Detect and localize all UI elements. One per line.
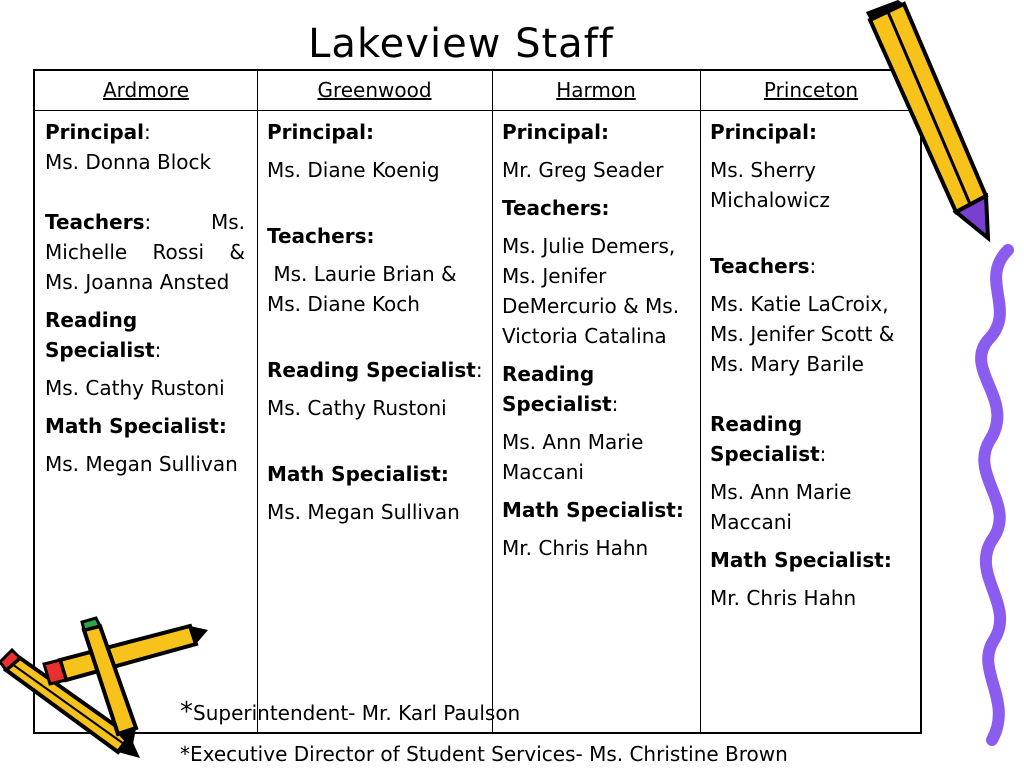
page-title: Lakeview Staff bbox=[308, 21, 614, 67]
math-specialist-label: Math Specialist: bbox=[267, 462, 449, 486]
school-header-greenwood: Greenwood bbox=[317, 78, 432, 102]
cell-greenwood bbox=[267, 117, 485, 527]
reading-specialist-name: Ms. Cathy Rustoni bbox=[45, 376, 225, 400]
column-divider bbox=[700, 71, 701, 732]
math-specialist-name: Ms. Megan Sullivan bbox=[45, 452, 238, 476]
pencil-shaft bbox=[60, 626, 196, 680]
column-divider bbox=[492, 71, 493, 732]
math-specialist-label: Math Specialist: bbox=[710, 548, 892, 572]
school-header-ardmore: Ardmore bbox=[102, 78, 190, 102]
reading-specialist-name: Ms. Cathy Rustoni bbox=[267, 396, 447, 420]
teachers-names: Ms. Julie Demers, Ms. Jenifer DeMercurio & Ms. Victoria Catalina bbox=[502, 234, 680, 348]
column-divider bbox=[257, 71, 258, 732]
math-specialist-label: Math Specialist: bbox=[502, 498, 684, 522]
reading-specialist-label: Reading Specialist: bbox=[710, 412, 827, 466]
principal-label: Principal: bbox=[267, 120, 374, 144]
superintendent-note: *Superintendent- Mr. Karl Paulson bbox=[180, 697, 521, 727]
pencil-stripe bbox=[888, 12, 970, 204]
math-specialist-name: Ms. Megan Sullivan bbox=[267, 500, 460, 524]
reading-specialist-label: Reading Specialist: bbox=[45, 308, 162, 362]
cell-ardmore bbox=[45, 117, 245, 479]
teachers-entry: Teachers: Ms. Michelle Rossi & Ms. Joanna Ansted bbox=[45, 210, 245, 294]
executive-director-note: *Executive Director of Student Services- Ms. Christine Brown bbox=[180, 742, 788, 766]
reading-specialist-label: Reading Specialist: bbox=[502, 362, 619, 416]
reading-specialist-name: Ms. Ann Marie Maccani bbox=[502, 430, 644, 484]
reading-specialist-label: Reading Specialist: bbox=[267, 358, 483, 382]
principal-name: Ms. Diane Koenig bbox=[267, 158, 440, 182]
principal-label: Principal: bbox=[502, 120, 609, 144]
crossed-pencils-icon bbox=[0, 618, 210, 768]
squiggle-line bbox=[981, 250, 1008, 740]
pencil-icon-body bbox=[866, 0, 988, 238]
school-header-princeton: Princeton bbox=[763, 78, 859, 102]
teachers-names: Ms. Katie LaCroix, Ms. Jenifer Scott & Ms. Mary Barile bbox=[710, 292, 895, 376]
pencil-right bbox=[44, 626, 208, 684]
principal-label: Principal: bbox=[45, 120, 151, 144]
teachers-label: Teachers: bbox=[267, 224, 375, 248]
squiggle-icon bbox=[968, 240, 1024, 750]
cell-harmon bbox=[502, 117, 692, 563]
principal-name: Ms. Donna Block bbox=[45, 150, 212, 174]
reading-specialist-name: Ms. Ann Marie Maccani bbox=[710, 480, 852, 534]
school-header-harmon: Harmon bbox=[556, 78, 636, 102]
teachers-names: Ms. Laurie Brian & Ms. Diane Koch bbox=[267, 262, 457, 316]
pencil-eraser bbox=[82, 618, 100, 630]
math-specialist-name: Mr. Chris Hahn bbox=[710, 586, 857, 610]
teachers-label: Teachers: bbox=[710, 254, 817, 278]
principal-name: Ms. Sherry Michalowicz bbox=[710, 158, 830, 212]
principal-name: Mr. Greg Seader bbox=[502, 158, 664, 182]
pencil-icon bbox=[860, 0, 1000, 245]
teachers-label: Teachers: bbox=[502, 196, 610, 220]
math-specialist-label: Math Specialist: bbox=[45, 414, 227, 438]
header-divider bbox=[35, 110, 920, 111]
math-specialist-name: Mr. Chris Hahn bbox=[502, 536, 649, 560]
principal-label: Principal: bbox=[710, 120, 817, 144]
